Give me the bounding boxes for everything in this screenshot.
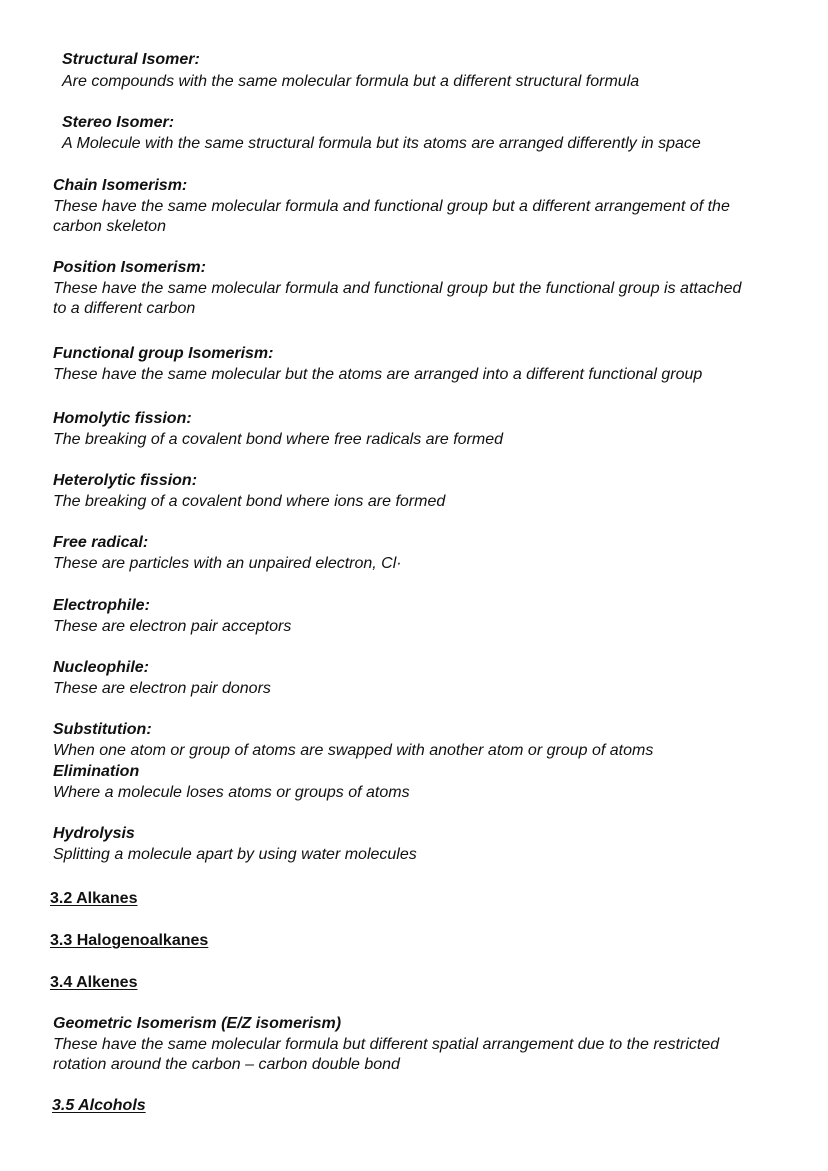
term-heterolytic-fission: Heterolytic fission: — [53, 472, 198, 489]
definition-stereo-isomer: A Molecule with the same structural formula but its atoms are arranged differently in space — [62, 135, 701, 152]
definition-functional-group-isomerism: These have the same molecular but the atoms are arranged into a different functional group — [53, 366, 703, 383]
term-structural-isomer: Structural Isomer: — [62, 51, 200, 68]
definition-elimination: Where a molecule loses atoms or groups of atoms — [53, 784, 410, 801]
term-substitution: Substitution: — [53, 721, 152, 738]
term-chain-isomerism: Chain Isomerism: — [53, 177, 188, 194]
term-stereo-isomer: Stereo Isomer: — [62, 114, 175, 131]
definition-structural-isomer: Are compounds with the same molecular formula but a different structural formula — [62, 73, 640, 90]
term-nucleophile: Nucleophile: — [53, 659, 150, 676]
term-position-isomerism: Position Isomerism: — [53, 259, 206, 276]
definition-position-isomerism-line-1: These have the same molecular formula and functional group but the functional group is attached — [53, 280, 742, 297]
term-functional-group-isomerism: Functional group Isomerism: — [53, 345, 274, 362]
section-heading-alkenes: 3.4 Alkenes — [50, 974, 138, 991]
term-elimination: Elimination — [53, 763, 140, 780]
term-hydrolysis: Hydrolysis — [53, 825, 135, 842]
definition-free-radical: These are particles with an unpaired electron, Cl· — [53, 555, 402, 572]
definition-substitution: When one atom or group of atoms are swapped with another atom or group of atoms — [53, 742, 654, 759]
term-geometric-isomerism: Geometric Isomerism (E/Z isomerism) — [53, 1015, 342, 1032]
definition-position-isomerism-line-2: to a different carbon — [53, 300, 196, 317]
section-heading-alcohols: 3.5 Alcohols — [52, 1097, 146, 1114]
definition-geometric-isomerism-line-2: rotation around the carbon – carbon double bond — [53, 1056, 400, 1073]
definition-geometric-isomerism-line-1: These have the same molecular formula but different spatial arrangement due to the restricted — [53, 1036, 720, 1053]
section-heading-halogenoalkanes: 3.3 Halogenoalkanes — [50, 932, 209, 949]
definition-chain-isomerism-line-1: These have the same molecular formula and functional group but a different arrangement of the — [53, 198, 730, 215]
term-homolytic-fission: Homolytic fission: — [53, 410, 192, 427]
definition-hydrolysis: Splitting a molecule apart by using water molecules — [53, 846, 417, 863]
section-heading-alkanes: 3.2 Alkanes — [50, 890, 138, 907]
definition-electrophile: These are electron pair acceptors — [53, 618, 292, 635]
term-electrophile: Electrophile: — [53, 597, 150, 614]
definition-nucleophile: These are electron pair donors — [53, 680, 271, 697]
definition-chain-isomerism-line-2: carbon skeleton — [53, 218, 166, 235]
definition-heterolytic-fission: The breaking of a covalent bond where ions are formed — [53, 493, 446, 510]
term-free-radical: Free radical: — [53, 534, 149, 551]
definition-homolytic-fission: The breaking of a covalent bond where free radicals are formed — [53, 431, 504, 448]
